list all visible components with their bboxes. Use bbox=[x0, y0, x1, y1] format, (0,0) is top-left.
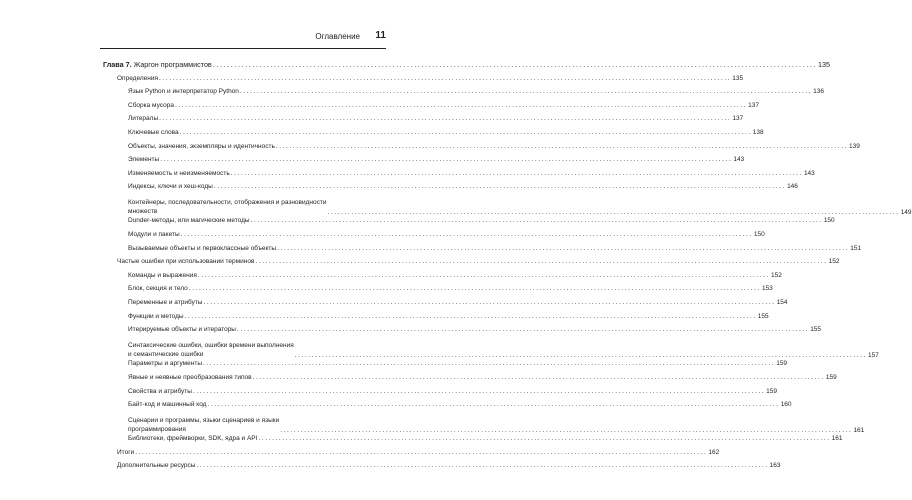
toc-entry-title: Дополнительные ресурсы bbox=[117, 462, 196, 470]
dot-leader: ........................................................................................................................................................................ bbox=[327, 208, 900, 216]
dot-leader: ........................................................................................................................................................................ bbox=[160, 156, 733, 164]
toc-page-number: 159 bbox=[825, 373, 837, 381]
toc-page-number: 143 bbox=[733, 156, 745, 164]
toc-subsection-entry[interactable] bbox=[128, 416, 865, 435]
toc-page-number: 150 bbox=[823, 217, 835, 225]
dot-leader: ........................................................................................................................................................................ bbox=[277, 244, 850, 252]
toc-entry-title: Ключевые слова bbox=[128, 128, 179, 136]
toc-entry-title bbox=[128, 198, 326, 217]
toc-subsection-entry[interactable] bbox=[128, 182, 798, 191]
toc-entry-title: Определения bbox=[117, 74, 159, 82]
dot-leader: ........................................................................................................................................................................ bbox=[258, 435, 831, 443]
dot-leader: ........................................................................................................................................................................ bbox=[207, 401, 780, 409]
toc-entry-title-line: Сценарии и программы, языки сценариев и языки bbox=[128, 416, 280, 424]
toc-subsection-entry[interactable] bbox=[128, 128, 764, 137]
toc-entry-title: Свойства и атрибуты bbox=[128, 387, 192, 395]
dot-leader: ........................................................................................................................................................................ bbox=[230, 169, 803, 177]
toc-section-entry[interactable] bbox=[117, 448, 720, 457]
dot-leader: ........................................................................................................................................................................ bbox=[280, 426, 853, 434]
dot-leader: ........................................................................................................................................................................ bbox=[197, 271, 771, 279]
page-number: 11 bbox=[375, 30, 386, 41]
dot-leader: ........................................................................................................................................................................ bbox=[159, 74, 732, 82]
toc-page-number: 155 bbox=[757, 312, 769, 320]
toc-page-number: 159 bbox=[766, 387, 778, 395]
toc-entry-title: Библиотеки, фреймворки, SDK, ядра и API bbox=[128, 435, 258, 443]
toc-entry-title: Индексы, ключи и хеш-коды bbox=[128, 183, 213, 191]
running-header bbox=[100, 30, 386, 46]
toc-subsection-entry[interactable] bbox=[128, 387, 778, 396]
toc-page-number: 137 bbox=[732, 115, 744, 123]
dot-leader: ........................................................................................................................................................................ bbox=[180, 231, 753, 238]
toc-page-number: 139 bbox=[849, 142, 860, 150]
chapter-label: Глава 7. bbox=[103, 60, 132, 69]
dot-leader: ........................................................................................................................................................................ bbox=[213, 183, 787, 191]
toc-entry-title: Модули и пакеты bbox=[128, 231, 180, 238]
toc-page-number: 143 bbox=[803, 169, 815, 177]
toc-subsection-entry[interactable] bbox=[128, 284, 773, 293]
toc-entry-title-line: и семантические ошибки bbox=[128, 351, 204, 359]
dot-leader: ........................................................................................................................................................................ bbox=[159, 115, 732, 123]
toc-subsection-entry[interactable] bbox=[128, 341, 879, 360]
dot-leader: ........................................................................................................................................................................ bbox=[196, 462, 769, 470]
toc-page-number: 151 bbox=[850, 244, 862, 252]
toc-subsection-entry[interactable] bbox=[128, 271, 782, 280]
toc-subsection-entry[interactable] bbox=[128, 198, 912, 217]
toc-page-number: 135 bbox=[818, 60, 831, 69]
dot-leader: ........................................................................................................................................................................ bbox=[174, 101, 748, 109]
dot-leader: ........................................................................................................................................................................ bbox=[212, 60, 818, 69]
dot-leader: ........................................................................................................................................................................ bbox=[188, 285, 761, 293]
toc-subsection-entry[interactable] bbox=[128, 400, 792, 409]
toc-entry-title: Параметры и аргументы bbox=[128, 360, 202, 368]
toc-subsection-entry[interactable] bbox=[128, 101, 760, 110]
dot-leader: ........................................................................................................................................................................ bbox=[294, 351, 867, 359]
toc-entry-title: Вызываемые объекты и первоклассные объекты bbox=[128, 244, 277, 252]
toc-page-number: 161 bbox=[831, 435, 843, 443]
toc-entry-title: Частые ошибки при использовании терминов bbox=[117, 258, 255, 266]
toc-chapter-entry[interactable] bbox=[103, 60, 831, 69]
running-header-title: Оглавление bbox=[315, 32, 360, 41]
toc-page-number: 150 bbox=[753, 231, 765, 238]
toc-subsection-entry[interactable] bbox=[128, 142, 860, 151]
toc-subsection-entry[interactable] bbox=[128, 312, 769, 321]
dot-leader: ........................................................................................................................................................................ bbox=[203, 299, 776, 306]
toc-page-number: 154 bbox=[776, 299, 788, 306]
toc-entry-title: Команды и выражения bbox=[128, 271, 197, 279]
dot-leader: ........................................................................................................................................................................ bbox=[184, 312, 757, 320]
toc-entry-title: Функции и методы bbox=[128, 312, 184, 320]
toc-entry-title: Явные и неявные преобразования типов bbox=[128, 373, 252, 381]
toc-entry-title: Элементы bbox=[128, 156, 160, 164]
toc-page-number: 135 bbox=[732, 74, 744, 82]
toc-page-number: 159 bbox=[776, 360, 788, 368]
dot-leader: ........................................................................................................................................................................ bbox=[252, 373, 825, 381]
toc-entry-title: Сборка мусора bbox=[128, 101, 174, 109]
toc-entry-title: Объекты, значения, экземпляры и идентичность bbox=[128, 142, 275, 150]
header-rule bbox=[100, 48, 386, 49]
toc-subsection-entry[interactable] bbox=[128, 114, 744, 123]
dot-leader: ........................................................................................................................................................................ bbox=[275, 142, 849, 150]
toc-page-number: 153 bbox=[761, 285, 773, 293]
toc-entry-title: Итерируемые объекты и итераторы bbox=[128, 326, 236, 334]
toc-chapter-title bbox=[103, 60, 212, 69]
toc-entry-title bbox=[128, 416, 279, 435]
toc-page-number: 161 bbox=[853, 426, 865, 434]
toc-page-number: 138 bbox=[752, 128, 764, 136]
toc-page-number: 157 bbox=[867, 351, 879, 359]
toc-entry-title: Переменные и атрибуты bbox=[128, 299, 203, 306]
toc-page-number: 160 bbox=[780, 401, 792, 409]
toc-entry-title-line: Синтаксические ошибки, ошибки времени выполнения bbox=[128, 341, 294, 349]
dot-leader: ........................................................................................................................................................................ bbox=[239, 88, 813, 96]
chapter-title: Жаргон программистов bbox=[133, 60, 212, 69]
toc-subsection-entry[interactable] bbox=[128, 169, 815, 178]
toc-page-number: 149 bbox=[900, 208, 912, 216]
toc-entry-title: Байт-код и машинный код bbox=[128, 401, 207, 409]
toc-page-number: 162 bbox=[708, 448, 720, 456]
toc-subsection-entry[interactable] bbox=[128, 230, 765, 239]
toc-subsection-entry[interactable] bbox=[128, 434, 843, 443]
toc-section-entry[interactable] bbox=[117, 74, 744, 83]
toc-subsection-entry[interactable] bbox=[128, 359, 788, 368]
toc-entry-title: Dunder-методы, или магические методы bbox=[128, 217, 250, 225]
dot-leader: ........................................................................................................................................................................ bbox=[192, 387, 766, 395]
toc-page-number: 155 bbox=[810, 326, 822, 334]
toc-entry-title: Изменяемость и неизменяемость bbox=[128, 169, 230, 177]
toc-page-number: 152 bbox=[828, 258, 840, 266]
toc-entry-title bbox=[128, 341, 294, 360]
dot-leader: ........................................................................................................................................................................ bbox=[236, 326, 810, 334]
toc-page-number: 163 bbox=[769, 462, 781, 470]
toc-entry-title: Итоги bbox=[117, 448, 135, 456]
toc-page-number: 152 bbox=[771, 271, 782, 279]
dot-leader: ........................................................................................................................................................................ bbox=[255, 258, 828, 266]
toc-section-entry[interactable] bbox=[117, 461, 781, 470]
toc-section-entry[interactable] bbox=[117, 257, 840, 266]
toc-page-number: 136 bbox=[813, 88, 824, 96]
dot-leader: ........................................................................................................................................................................ bbox=[135, 448, 708, 456]
toc-subsection-entry[interactable] bbox=[128, 87, 824, 96]
toc-entry-title: Литералы bbox=[128, 115, 159, 123]
toc-entry-title: Язык Python и интерпретатор Python bbox=[128, 88, 239, 96]
toc-subsection-entry[interactable] bbox=[128, 298, 788, 307]
dot-leader: ........................................................................................................................................................................ bbox=[203, 360, 776, 368]
toc-entry-title-line: Контейнеры, последовательности, отображения и разновидности bbox=[128, 198, 327, 206]
toc-subsection-entry[interactable] bbox=[128, 216, 835, 225]
toc-page-number: 146 bbox=[787, 183, 798, 191]
toc-entry-title: Блок, секция и тело bbox=[128, 285, 188, 293]
toc-page-number: 137 bbox=[748, 101, 760, 109]
dot-leader: ........................................................................................................................................................................ bbox=[179, 128, 752, 136]
toc-entry-title-line: множеств bbox=[128, 208, 158, 216]
dot-leader: ........................................................................................................................................................................ bbox=[250, 217, 823, 225]
toc-entry-title-line: программирования bbox=[128, 426, 186, 434]
toc-subsection-entry[interactable] bbox=[128, 325, 822, 334]
toc-subsection-entry[interactable] bbox=[128, 244, 862, 253]
toc-subsection-entry[interactable] bbox=[128, 155, 745, 164]
toc-subsection-entry[interactable] bbox=[128, 373, 837, 382]
